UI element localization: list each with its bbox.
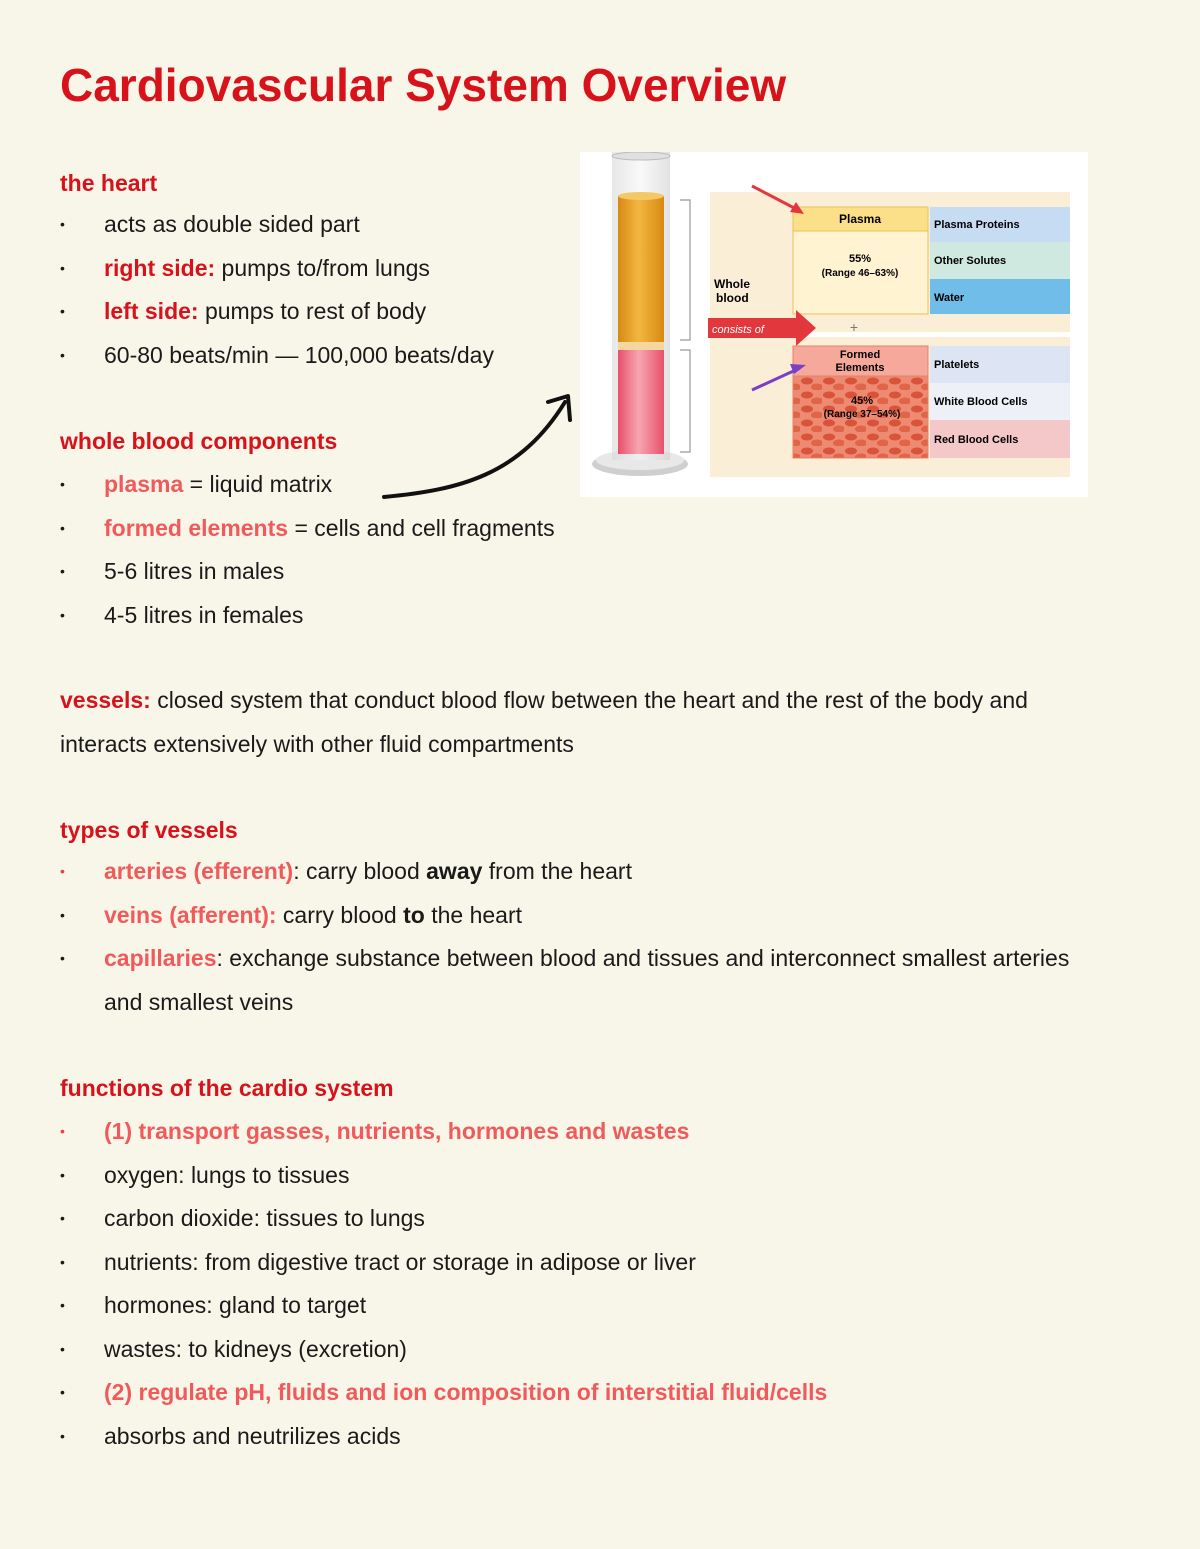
list-item (60, 1371, 827, 1415)
list-item (60, 550, 555, 594)
item-label: (2) regulate pH, fluids and ion composition of interstitial fluid/cells (104, 1379, 828, 1405)
item-text: from the heart (482, 858, 632, 884)
bullet: • (60, 563, 65, 579)
test-tube-icon (592, 152, 690, 476)
item-text: wastes: to kidneys (excretion) (104, 1335, 407, 1362)
item-text: nutrients: from digestive tract or storage in adipose or liver (104, 1248, 696, 1275)
item-text: absorbs and neutrilizes acids (104, 1422, 401, 1449)
vessels-text: closed system that conduct blood flow between the heart and the rest of the body and interacts extensively with other fluid compartments (60, 687, 1028, 757)
item-emphasis: to (403, 901, 425, 928)
list-item (60, 1328, 827, 1372)
bullet: • (60, 216, 65, 232)
item-text: : exchange substance between blood and tissues and interconnect smallest arteries and smallest veins (104, 945, 1070, 1015)
item-label: veins (afferent): (104, 901, 277, 928)
whole-blood-label-1: Whole (714, 277, 750, 291)
bullet: • (60, 906, 65, 923)
item-text: pumps to rest of body (198, 298, 427, 324)
bullet: • (60, 1166, 65, 1183)
item-text: pumps to/from lungs (215, 254, 430, 281)
functions-heading: functions of the cardio system (60, 1075, 394, 1101)
bullet: • (60, 519, 65, 536)
bullet: • (60, 1297, 65, 1313)
consists-of-label: consists of (712, 324, 764, 336)
list-item (60, 1415, 827, 1459)
curved-arrow-icon (370, 380, 590, 520)
item-text: acts as double sided part (104, 211, 360, 237)
item-text: oxygen: lungs to tissues (104, 1161, 350, 1188)
other-solutes-label: Other Solutes (934, 255, 1007, 267)
list-item (60, 203, 494, 247)
bullet: • (60, 1123, 65, 1139)
bullet: • (60, 476, 65, 492)
heart-heading: the heart (60, 170, 158, 196)
item-text: : carry blood (293, 858, 427, 884)
item-label: right side: (104, 254, 216, 281)
item-label: (1) transport gasses, nutrients, hormones and wastes (104, 1118, 690, 1144)
list-item (60, 894, 1104, 938)
plasma-proteins-label: Plasma Proteins (934, 219, 1020, 231)
list-item (60, 1154, 827, 1198)
page-title: Cardiovascular System Overview (60, 59, 787, 111)
functions-list (60, 1110, 827, 1458)
list-item (60, 850, 1104, 894)
bullet: • (60, 950, 65, 966)
blood-composition-figure (580, 152, 1088, 497)
formed-elements-label-2: Elements (835, 362, 885, 374)
blood-heading: whole blood components (60, 428, 338, 454)
list-item (60, 247, 494, 291)
item-text: 60-80 beats/min — 100,000 beats/day (104, 341, 494, 368)
plasma-percent: 55% (848, 253, 872, 265)
platelets-label: Platelets (934, 359, 980, 371)
types-heading: types of vessels (60, 817, 238, 843)
bullet: • (60, 1427, 65, 1444)
formed-elements-label-1: Formed (839, 349, 881, 361)
plasma-label: Plasma (838, 212, 882, 226)
formed-percent: 45% (850, 395, 874, 407)
bullet: • (60, 1210, 65, 1226)
bullet: • (60, 346, 65, 363)
whole-blood-label-2: blood (716, 291, 749, 305)
plasma-range: (Range 46–63%) (821, 268, 899, 279)
vessels-label: vessels: (60, 687, 151, 713)
list-item (60, 1284, 827, 1328)
item-text: the heart (424, 901, 523, 928)
list-item (60, 1110, 827, 1154)
item-label: capillaries (104, 945, 217, 971)
item-text: 4-5 litres in females (104, 601, 304, 628)
types-list (60, 850, 1104, 1024)
water-label: Water (934, 292, 965, 304)
item-emphasis: away (426, 858, 483, 884)
list-item (60, 594, 555, 638)
item-label: plasma (104, 471, 184, 497)
item-text: 5-6 litres in males (104, 558, 285, 584)
item-label: arteries (efferent) (104, 858, 294, 884)
list-item (60, 1197, 827, 1241)
bullet: • (60, 863, 65, 879)
bullet: • (60, 1253, 65, 1270)
item-label: left side: (104, 298, 199, 324)
list-item (60, 1241, 827, 1285)
plus-sign: + (849, 319, 859, 335)
rbc-label: Red Blood Cells (934, 434, 1019, 446)
formed-range: (Range 37–54%) (823, 409, 901, 420)
item-text: = liquid matrix (183, 471, 333, 497)
bullet: • (60, 606, 65, 623)
list-item (60, 937, 1104, 1024)
bullet: • (60, 303, 65, 319)
list-item (60, 290, 494, 334)
heart-list (60, 203, 494, 377)
bullet: • (60, 259, 65, 276)
item-text: carbon dioxide: tissues to lungs (104, 1205, 425, 1231)
item-text: carry blood (276, 901, 404, 928)
vessels-paragraph (60, 678, 1120, 766)
list-item (60, 334, 494, 378)
wbc-label: White Blood Cells (934, 396, 1028, 408)
bullet: • (60, 1384, 65, 1400)
item-label: formed elements (104, 514, 289, 541)
item-text: = cells and cell fragments (288, 514, 555, 541)
item-text: hormones: gland to target (104, 1292, 367, 1318)
bullet: • (60, 1340, 65, 1357)
